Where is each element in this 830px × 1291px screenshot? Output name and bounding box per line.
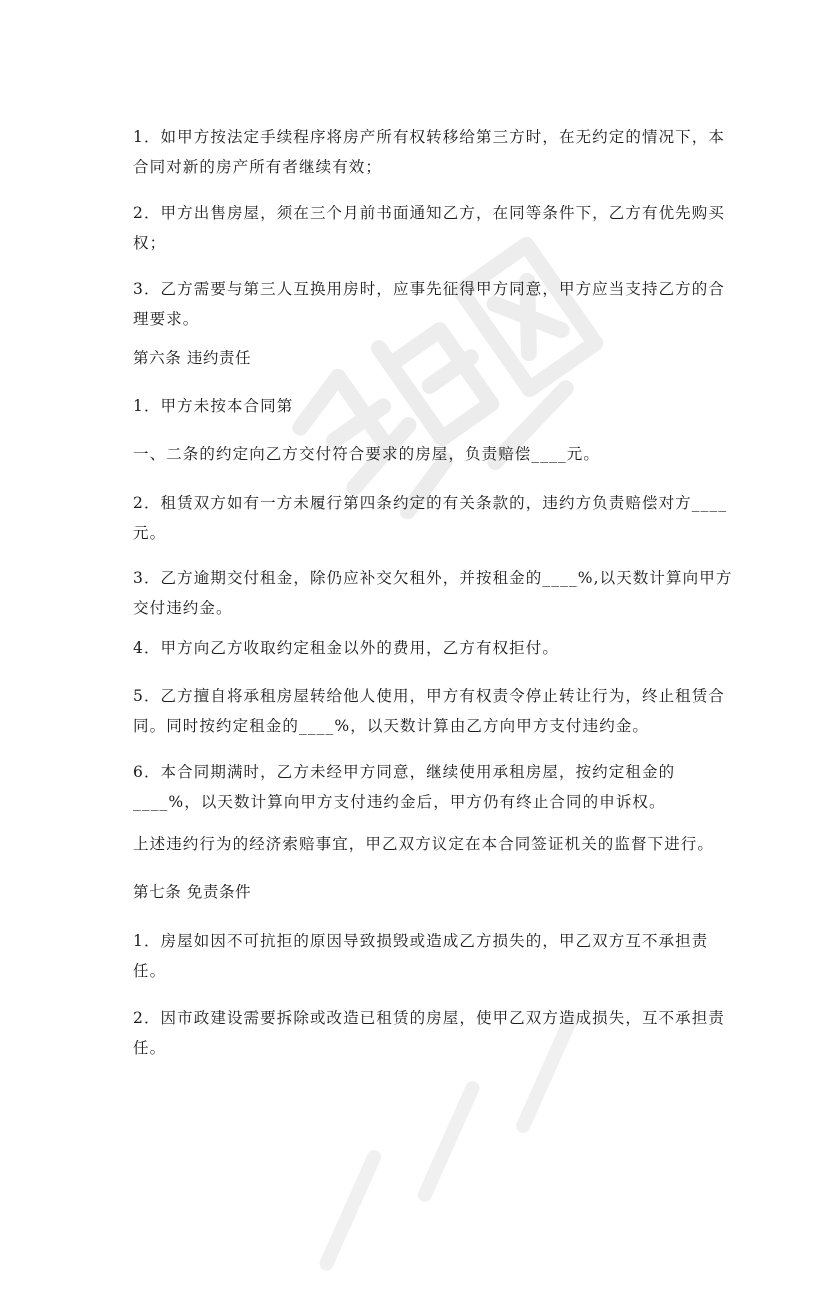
paragraph-1: 1．如甲方按法定手续程序将房产所有权转移给第三方时，在无约定的情况下，本合同对新的房产所有者继续有效； [133,128,725,176]
paragraph-7: 3．乙方逾期交付租金，除仍应补交欠租外，并按租金的____%,以天数计算向甲方交付违约金。 [133,569,733,617]
paragraph-13: 2．因市政建设需要拆除或改造已租赁的房屋，使甲乙双方造成损失，互不承担责任。 [133,1009,725,1057]
section-heading-7: 第七条 免责条件 [133,883,252,901]
paragraph-3: 3．乙方需要与第三人互换用房时，应事先征得甲方同意，甲方应当支持乙方的合理要求。 [133,280,725,328]
section-heading-6: 第六条 违约责任 [133,349,252,367]
paragraph-10: 6．本合同期满时，乙方未经甲方同意，继续使用承租房屋，按约定租金的____%，以天数计算向甲方支付违约金后，甲方仍有终止合同的申诉权。 [133,763,676,811]
paragraph-6: 2．租赁双方如有一方未履行第四条约定的有关条款的，违约方负责赔偿对方____元。 [133,494,728,542]
paragraph-8: 4．甲方向乙方收取约定租金以外的费用，乙方有权拒付。 [133,639,559,657]
paragraph-12: 1．房屋如因不可抗拒的原因导致损毁或造成乙方损失的，甲乙双方互不承担责任。 [133,932,709,980]
paragraph-2: 2．甲方出售房屋，须在三个月前书面通知乙方，在同等条件下，乙方有优先购买权； [133,204,725,252]
paragraph-5: 一、二条的约定向乙方交付符合要求的房屋，负责赔偿____元。 [133,445,601,463]
paragraph-4: 1．甲方未按本合同第 [133,397,294,415]
paragraph-9: 5．乙方擅自将承租房屋转给他人使用，甲方有权责令停止转让行为，终止租赁合同。同时按约定租金的____%，以天数计算由乙方向甲方支付违约金。 [133,687,725,735]
paragraph-11: 上述违约行为的经济索赔事宜，甲乙双方议定在本合同签证机关的监督下进行。 [133,835,715,853]
